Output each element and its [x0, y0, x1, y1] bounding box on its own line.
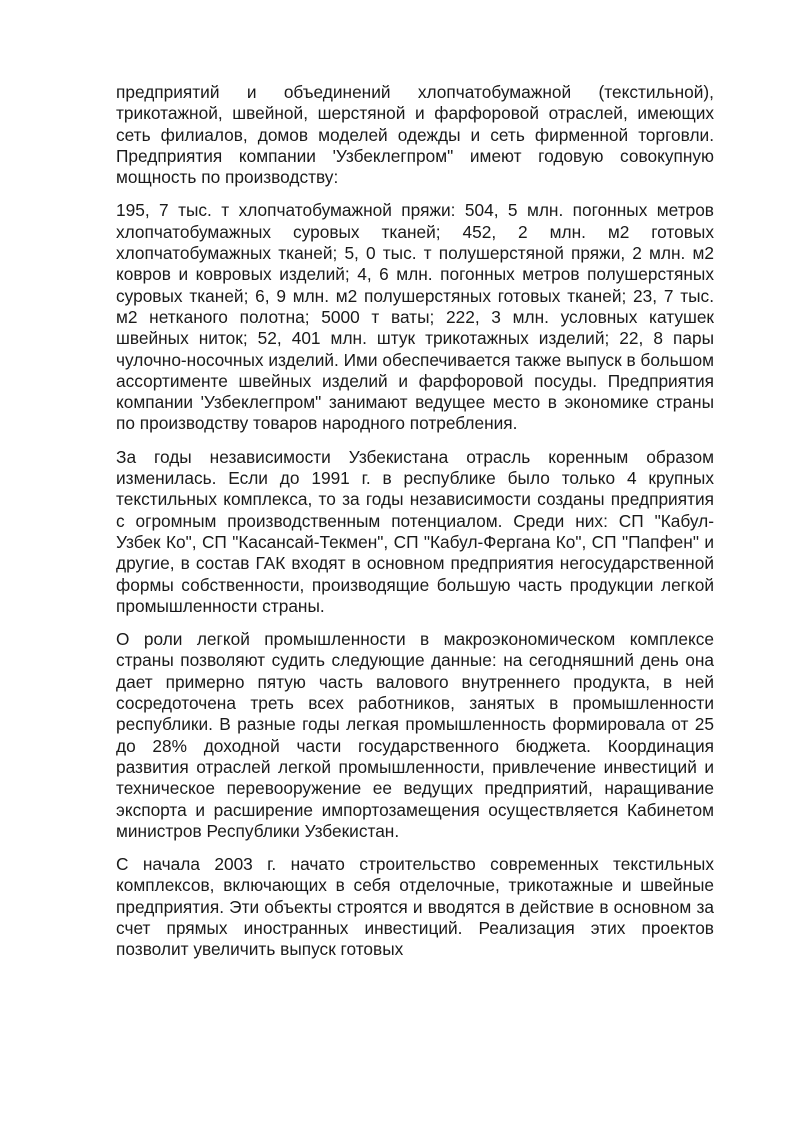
paragraph-production-capacity: 195, 7 тыс. т хлопчатобумажной пряжи: 504, 5 млн. погонных метров хлопчатобумажных суровых тканей; 452, 2 млн. м2 готовых хлопчатобумажных тканей; 5, 0 тыс. т полушерстяной пряжи, 2 млн. м2 ковров и ковровых изделий; 4, 6 млн. погонных метров полушерстяных суровых тканей; 6, 9 млн. м2 полушерстяных готовых тканей; 23, 7 тыс. м2 нетканого полотна; 5000 т ваты; 222, 3 млн. условных катушек швейных ниток; 52, 401 млн. штук трикотажных изделий; 22, 8 пары чулочно-носочных изделий. Ими обеспечивается также выпуск в большом ассортименте швейных изделий и фарфоровой посуды. Предприятия компании 'Узбеклегпром" занимают ведущее место в экономике страны по производству товаров народного потребления.	[116, 200, 714, 434]
paragraph-construction-2003: С начала 2003 г. начато строительство современных текстильных комплексов, включающих в себя отделочные, трикотажные и швейные предприятия. Эти объекты строятся и вводятся в действие в основном за счет прямых иностранных инвестиций. Реализация этих проектов позволит увеличить выпуск готовых	[116, 854, 714, 960]
document-page	[116, 82, 714, 973]
paragraph-macroeconomic-role: О роли легкой промышленности в макроэкономическом комплексе страны позволяют судить следующие данные: на сегодняшний день она дает примерно пятую часть валового внутреннего продукта, в ней сосредоточена треть всех работников, занятых в промышленности республики. В разные годы легкая промышленность формировала от 25 до 28% доходной части государственного бюджета. Координация развития отраслей легкой промышленности, привлечение инвестиций и техническое перевооружение ее ведущих предприятий, наращивание экспорта и расширение импортозамещения осуществляется Кабинетом министров Республики Узбекистан.	[116, 629, 714, 841]
paragraph-independence-changes: За годы независимости Узбекистана отрасль коренным образом изменилась. Если до 1991 г. в республике было только 4 крупных текстильных комплекса, то за годы независимости созданы предприятия с огромным производственным потенциалом. Среди них: СП "Кабул-Узбек Ко", СП "Касансай-Текмен", СП "Кабул-Фергана Ко", СП "Папфен" и другие, в состав ГАК входят в основном предприятия негосударственной формы собственности, производящие большую часть продукции легкой промышленности страны.	[116, 446, 714, 616]
paragraph-companies-intro: предприятий и объединений хлопчатобумажной (текстильной), трикотажной, швейной, шерстяной и фарфоровой отраслей, имеющих сеть филиалов, домов моделей одежды и сеть фирменной торговли. Предприятия компании 'Узбеклегпром" имеют годовую совокупную мощность по производству:	[116, 82, 714, 188]
